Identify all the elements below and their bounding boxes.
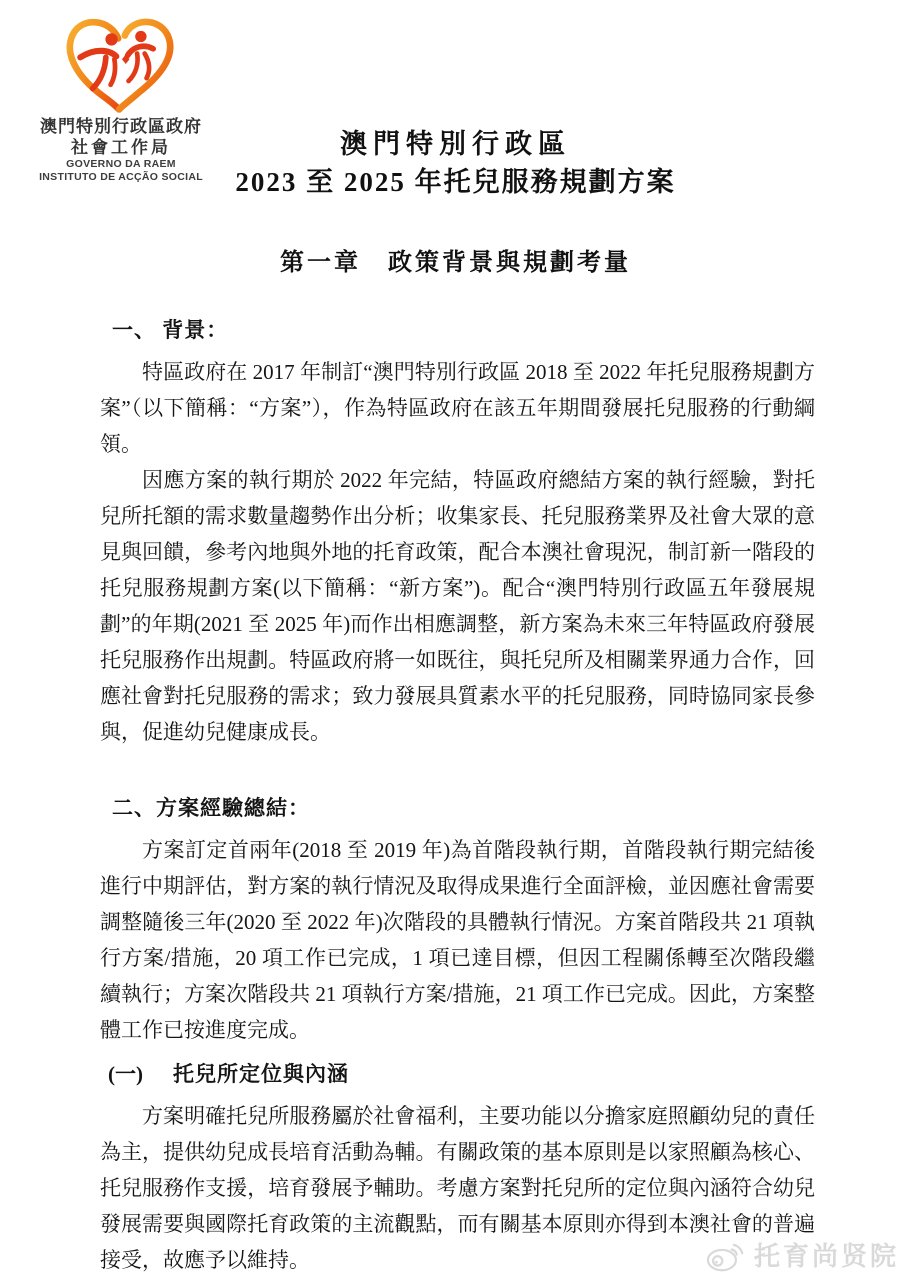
ias-heart-logo-icon [58,10,184,116]
logo-dept-name-zh: 社會工作局 [71,138,171,157]
section-1-paragraph-1: 特區政府在 2017 年制訂“澳門特別行政區 2018 至 2022 年托兒服務規劃方案”（以下簡稱：“方案”），作為特區政府在該五年期間發展托兒服務的行動綱領。 [100,360,815,456]
weibo-icon [705,1237,749,1273]
section-2-heading: 二、方案經驗總結： [112,796,310,820]
document-header [0,0,911,300]
subsection-1-paragraph: 方案明確托兒所服務屬於社會福利，主要功能以分擔家庭照顧幼兒的責任為主，提供幼兒成長培育活動為輔。有關政策的基本原則是以家照顧為核心、托兒服務作支援，培育發展予輔助。考慮方案對托兒所的定位與內涵符合幼兒發展需要與國際托育政策的主流觀點，而有關基本原則亦得到本澳社會的普遍接受，故應予以維持。 [100,1104,815,1272]
chapter-heading: 第一章 政策背景與規劃考量 [280,250,631,276]
section-1-paragraph-2: 因應方案的執行期於 2022 年完結，特區政府總結方案的執行經驗，對托兒所托額的需求數量趨勢作出分析；收集家長、托兒服務業界及社會大眾的意見與回饋，參考內地與外地的托育政策，配合本澳社會現況，制訂新一階段的托兒服務規劃方案(以下簡稱：“新方案”)。配合“澳門特別行政區五年發展規劃”的年期(2021 至 2025 年)而作出相應調整，新方案為未來三年特區政府發展托兒服務作出規劃。特區政府將一如既往，與托兒所及相關業界通力合作，回應社會對托兒服務的需求；致力發展具質素水平的托兒服務，同時協同家長參與，促進幼兒健康成長。 [100,468,815,744]
section-1-heading: 一、 背景： [112,318,229,342]
document-title-line1: 澳門特別行政區 [340,129,571,159]
logo-org-name-zh: 澳門特別行政區政府 [40,117,202,136]
subsection-1-number: (一) [108,1062,143,1086]
subsection-1-title: 托兒所定位與內涵 [173,1062,349,1086]
document-title-line2: 2023 至 2025 年托兒服務規劃方案 [235,167,676,197]
logo-org-name-pt: GOVERNO DA RAEM [66,158,176,170]
section-2-paragraph-1: 方案訂定首兩年(2018 至 2019 年)為首階段執行期，首階段執行期完結後進行中期評估，對方案的執行情況及取得成果進行全面評檢，並因應社會需要調整隨後三年(2020 至 2022 年)次階段的具體執行情況。方案首階段共 21 項執行方案/措施，20 項工作已完成，1 項已達目標，但因工程關係轉至次階段繼續執行；方案次階段共 21 項執行方案/措施，21 項工作已完成。因此，方案整體工作已按進度完成。 [100,838,815,1042]
document-body [100,312,815,1278]
watermark [705,1236,899,1273]
logo-dept-name-pt: INSTITUTO DE ACÇÃO SOCIAL [39,171,203,183]
subsection-1-heading [108,1056,815,1092]
watermark-text: 托育尚贤院 [753,1242,899,1271]
